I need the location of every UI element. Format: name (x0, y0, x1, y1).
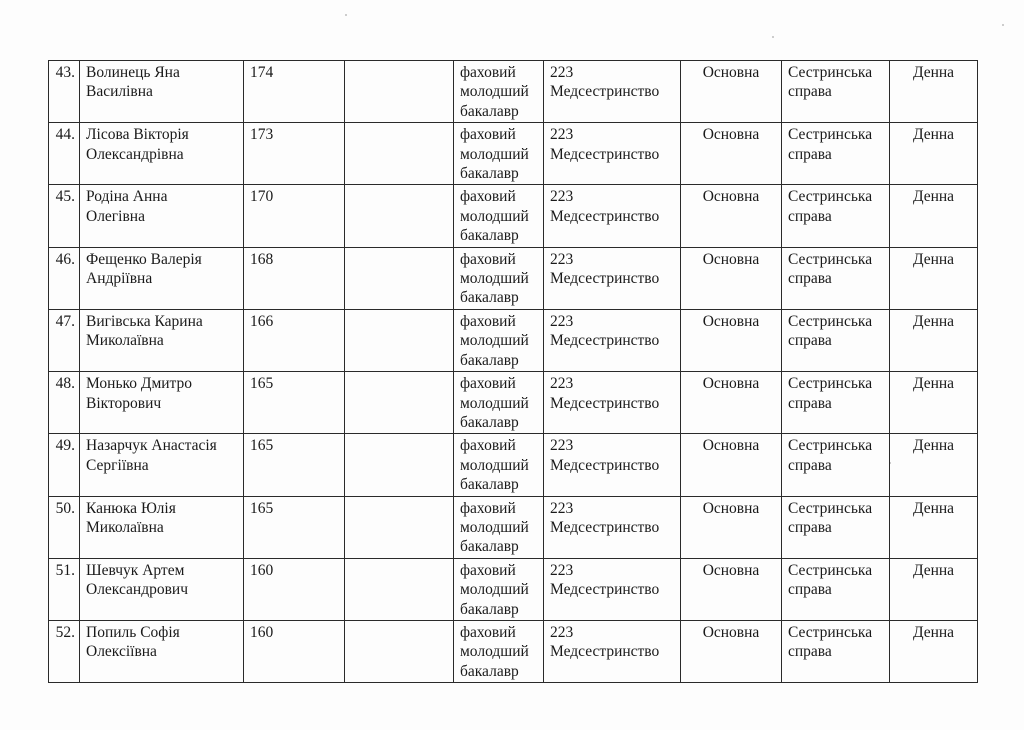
study-form-cell (890, 496, 978, 558)
degree-level-line-2: молодший (460, 456, 529, 474)
competitive-score: 165 (250, 437, 274, 455)
funding-base: Основна (702, 561, 760, 579)
specialty-code: 223 (550, 623, 574, 641)
funding-base-cell (681, 372, 782, 434)
funding-base: Основна (702, 250, 760, 268)
program-line-2: справа (788, 581, 832, 599)
score-cell (244, 123, 345, 185)
score-cell (244, 620, 345, 682)
table-row (49, 434, 978, 496)
applicant-surname-name: Родіна Анна (86, 188, 168, 206)
program-line-1: Сестринська (788, 250, 873, 268)
program-line-1: Сестринська (788, 623, 873, 641)
program-line-2: справа (788, 394, 832, 412)
row-number-cell (49, 247, 80, 309)
row-number: 43. (55, 64, 75, 81)
study-form-cell (890, 434, 978, 496)
degree-level-line-3: бакалавр (460, 662, 519, 680)
program-line-2: справа (788, 456, 832, 474)
applicant-surname-name: Назарчук Анастасія (86, 437, 217, 455)
table-row (49, 185, 978, 247)
study-form: Денна (912, 312, 955, 330)
row-number: 44. (55, 126, 75, 144)
degree-level-line-1: фаховий (460, 250, 516, 268)
program-line-1: Сестринська (788, 126, 873, 144)
program-line-2: справа (788, 270, 832, 288)
study-form: Денна (912, 499, 955, 517)
funding-base: Основна (702, 499, 760, 517)
degree-level-line-3: бакалавр (460, 227, 519, 245)
row-number: 50. (55, 499, 75, 517)
specialty-name: Медсестринство (550, 518, 660, 536)
empty-cell (345, 247, 454, 309)
specialty-cell (544, 123, 681, 185)
applicant-name-cell (80, 558, 244, 620)
funding-base-cell (681, 620, 782, 682)
funding-base: Основна (702, 375, 760, 393)
study-form: Денна (912, 437, 955, 455)
program-line-1: Сестринська (788, 64, 873, 81)
table-body (49, 61, 978, 683)
funding-base-cell (681, 61, 782, 123)
program-line-1: Сестринська (788, 499, 873, 517)
funding-base: Основна (702, 437, 760, 455)
empty-cell (345, 309, 454, 371)
specialty-name: Медсестринство (550, 270, 660, 288)
funding-base-cell (681, 123, 782, 185)
degree-level-line-2: молодший (460, 518, 529, 536)
degree-level-line-1: фаховий (460, 437, 516, 455)
specialty-cell (544, 496, 681, 558)
specialty-name: Медсестринство (550, 394, 660, 412)
program-line-1: Сестринська (788, 561, 873, 579)
funding-base: Основна (702, 623, 760, 641)
empty-cell (345, 123, 454, 185)
row-number: 47. (55, 312, 75, 330)
degree-level-line-3: бакалавр (460, 351, 519, 369)
score-cell (244, 496, 345, 558)
study-form: Денна (912, 64, 955, 81)
applicant-surname-name: Лісова Вікторія (86, 126, 189, 144)
program-line-1: Сестринська (788, 188, 873, 206)
applicant-patronymic: Олександрович (86, 581, 188, 599)
score-cell (244, 247, 345, 309)
competitive-score: 173 (250, 126, 274, 144)
row-number-cell (49, 309, 80, 371)
applicant-patronymic: Андріївна (86, 270, 153, 288)
applicant-name-cell (80, 434, 244, 496)
applicants-table (48, 60, 978, 683)
specialty-name: Медсестринство (550, 643, 660, 661)
applicant-name-cell (80, 372, 244, 434)
specialty-code: 223 (550, 375, 574, 393)
row-number-cell (49, 185, 80, 247)
specialty-cell (544, 61, 681, 123)
program-cell (782, 434, 890, 496)
study-form: Денна (912, 623, 955, 641)
study-form-cell (890, 372, 978, 434)
degree-level-line-3: бакалавр (460, 413, 519, 431)
specialty-cell (544, 434, 681, 496)
study-form-cell (890, 61, 978, 123)
empty-cell (345, 434, 454, 496)
specialty-code: 223 (550, 312, 574, 330)
applicant-name-cell (80, 61, 244, 123)
row-number-cell (49, 372, 80, 434)
specialty-cell (544, 372, 681, 434)
study-form: Денна (912, 375, 955, 393)
program-line-1: Сестринська (788, 375, 873, 393)
study-form-cell (890, 620, 978, 682)
specialty-name: Медсестринство (550, 332, 660, 350)
specialty-code: 223 (550, 250, 574, 268)
applicant-surname-name: Канюка Юлія (86, 499, 176, 517)
table-row (49, 247, 978, 309)
applicant-surname-name: Волинець Яна (86, 64, 180, 81)
program-line-2: справа (788, 643, 832, 661)
program-line-2: справа (788, 83, 832, 101)
specialty-code: 223 (550, 499, 574, 517)
program-line-2: справа (788, 207, 832, 225)
applicant-patronymic: Миколаївна (86, 332, 164, 350)
study-form: Денна (912, 561, 955, 579)
specialty-cell (544, 185, 681, 247)
funding-base-cell (681, 185, 782, 247)
competitive-score: 165 (250, 375, 274, 393)
table-row (49, 123, 978, 185)
empty-cell (345, 185, 454, 247)
degree-level-line-1: фаховий (460, 375, 516, 393)
specialty-code: 223 (550, 561, 574, 579)
funding-base: Основна (702, 64, 760, 81)
program-cell (782, 496, 890, 558)
applicant-patronymic: Вікторович (86, 394, 162, 412)
degree-level-cell (454, 309, 544, 371)
funding-base: Основна (702, 126, 760, 144)
table-row (49, 620, 978, 682)
study-form-cell (890, 123, 978, 185)
applicant-patronymic: Василівна (86, 83, 153, 101)
applicant-surname-name: Монько Дмитро (86, 375, 193, 393)
specialty-cell (544, 309, 681, 371)
competitive-score: 160 (250, 561, 274, 579)
degree-level-line-3: бакалавр (460, 102, 519, 120)
applicant-surname-name: Шевчук Артем (86, 561, 185, 579)
study-form: Денна (912, 250, 955, 268)
program-cell (782, 185, 890, 247)
empty-cell (345, 372, 454, 434)
degree-level-line-3: бакалавр (460, 289, 519, 307)
applicant-name-cell (80, 620, 244, 682)
program-line-2: справа (788, 145, 832, 163)
empty-cell (345, 61, 454, 123)
specialty-code: 223 (550, 126, 574, 144)
program-cell (782, 61, 890, 123)
row-number: 45. (55, 188, 75, 206)
program-cell (782, 123, 890, 185)
degree-level-line-1: фаховий (460, 561, 516, 579)
specialty-name: Медсестринство (550, 145, 660, 163)
scan-speck (345, 14, 347, 16)
applicant-name-cell (80, 496, 244, 558)
specialty-code: 223 (550, 64, 574, 81)
row-number-cell (49, 123, 80, 185)
score-cell (244, 185, 345, 247)
scan-speck (1002, 24, 1004, 26)
row-number-cell (49, 558, 80, 620)
row-number-cell (49, 620, 80, 682)
score-cell (244, 434, 345, 496)
funding-base-cell (681, 558, 782, 620)
score-cell (244, 61, 345, 123)
study-form-cell (890, 309, 978, 371)
program-line-1: Сестринська (788, 312, 873, 330)
applicant-patronymic: Сергіївна (86, 456, 149, 474)
degree-level-line-3: бакалавр (460, 165, 519, 183)
study-form: Денна (912, 188, 955, 206)
applicant-patronymic: Олександрівна (86, 145, 184, 163)
degree-level-line-3: бакалавр (460, 600, 519, 618)
table-row (49, 558, 978, 620)
degree-level-line-2: молодший (460, 207, 529, 225)
score-cell (244, 309, 345, 371)
funding-base-cell (681, 434, 782, 496)
applicant-name-cell (80, 123, 244, 185)
degree-level-line-2: молодший (460, 332, 529, 350)
funding-base: Основна (702, 312, 760, 330)
degree-level-line-1: фаховий (460, 623, 516, 641)
degree-level-line-1: фаховий (460, 312, 516, 330)
degree-level-line-1: фаховий (460, 126, 516, 144)
program-cell (782, 620, 890, 682)
applicant-surname-name: Вигівська Карина (86, 312, 203, 330)
competitive-score: 170 (250, 188, 274, 206)
study-form-cell (890, 185, 978, 247)
specialty-cell (544, 247, 681, 309)
study-form-cell (890, 247, 978, 309)
table-row (49, 309, 978, 371)
degree-level-line-2: молодший (460, 145, 529, 163)
degree-level-cell (454, 496, 544, 558)
program-line-2: справа (788, 332, 832, 350)
degree-level-line-2: молодший (460, 270, 529, 288)
degree-level-line-2: молодший (460, 581, 529, 599)
specialty-name: Медсестринство (550, 581, 660, 599)
degree-level-cell (454, 372, 544, 434)
specialty-name: Медсестринство (550, 83, 660, 101)
applicant-name-cell (80, 309, 244, 371)
specialty-code: 223 (550, 188, 574, 206)
row-number-cell (49, 496, 80, 558)
specialty-name: Медсестринство (550, 456, 660, 474)
competitive-score: 174 (250, 64, 274, 81)
empty-cell (345, 620, 454, 682)
study-form-cell (890, 558, 978, 620)
degree-level-line-2: молодший (460, 643, 529, 661)
row-number: 46. (55, 250, 75, 268)
program-line-2: справа (788, 518, 832, 536)
degree-level-line-2: молодший (460, 394, 529, 412)
study-form: Денна (912, 126, 955, 144)
row-number: 51. (55, 561, 75, 579)
program-cell (782, 309, 890, 371)
program-cell (782, 247, 890, 309)
score-cell (244, 558, 345, 620)
degree-level-line-1: фаховий (460, 188, 516, 206)
applicant-patronymic: Олексіївна (86, 643, 157, 661)
program-cell (782, 558, 890, 620)
degree-level-line-1: фаховий (460, 499, 516, 517)
empty-cell (345, 496, 454, 558)
funding-base-cell (681, 309, 782, 371)
specialty-cell (544, 558, 681, 620)
competitive-score: 160 (250, 623, 274, 641)
degree-level-cell (454, 434, 544, 496)
program-line-1: Сестринська (788, 437, 873, 455)
degree-level-line-3: бакалавр (460, 476, 519, 494)
degree-level-line-3: бакалавр (460, 538, 519, 556)
degree-level-cell (454, 185, 544, 247)
applicant-patronymic: Олегівна (86, 207, 145, 225)
degree-level-line-1: фаховий (460, 64, 516, 81)
row-number-cell (49, 434, 80, 496)
table-row (49, 61, 978, 123)
funding-base-cell (681, 247, 782, 309)
degree-level-cell (454, 61, 544, 123)
row-number-cell (49, 61, 80, 123)
table-row (49, 372, 978, 434)
competitive-score: 166 (250, 312, 274, 330)
specialty-name: Медсестринство (550, 207, 660, 225)
degree-level-cell (454, 558, 544, 620)
program-cell (782, 372, 890, 434)
funding-base-cell (681, 496, 782, 558)
row-number: 49. (55, 437, 75, 455)
applicant-name-cell (80, 247, 244, 309)
row-number: 52. (55, 623, 75, 641)
row-number: 48. (55, 375, 75, 393)
empty-cell (345, 558, 454, 620)
degree-level-line-2: молодший (460, 83, 529, 101)
table-row (49, 496, 978, 558)
degree-level-cell (454, 247, 544, 309)
specialty-code: 223 (550, 437, 574, 455)
competitive-score: 168 (250, 250, 274, 268)
applicant-patronymic: Миколаївна (86, 518, 164, 536)
applicant-surname-name: Фещенко Валерія (86, 250, 202, 268)
degree-level-cell (454, 123, 544, 185)
score-cell (244, 372, 345, 434)
degree-level-cell (454, 620, 544, 682)
specialty-cell (544, 620, 681, 682)
funding-base: Основна (702, 188, 760, 206)
scan-speck (772, 36, 774, 38)
applicant-name-cell (80, 185, 244, 247)
competitive-score: 165 (250, 499, 274, 517)
applicant-surname-name: Попиль Софія (86, 623, 180, 641)
